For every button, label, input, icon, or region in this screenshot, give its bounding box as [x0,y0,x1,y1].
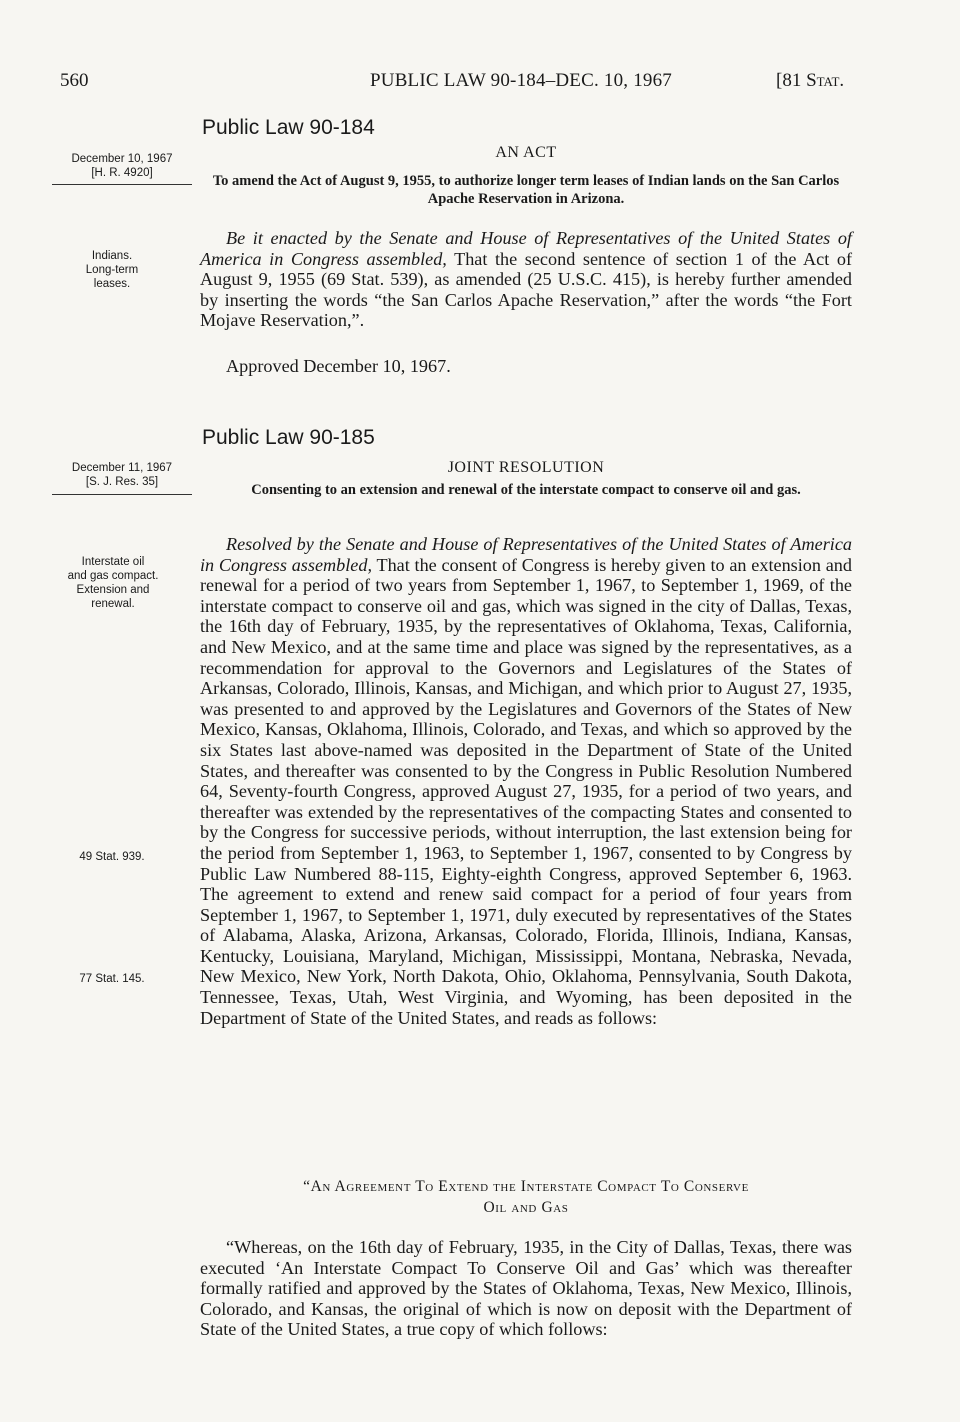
law1-body [200,228,852,331]
margin-note-oil-gas [46,555,180,611]
page-number: 560 [60,70,89,91]
margin-note-line: renewal. [91,598,135,610]
margin-rule-1 [52,184,192,185]
margin-note-line: and gas compact. [67,570,159,582]
enacting-clause: Be it enacted by the Senate and House of Representatives of the United States of America in Congress assembled, [200,228,852,269]
margin-bill-1: [H. R. 4920] [91,167,153,179]
margin-note-line: Interstate oil [81,556,145,568]
approved-date: Approved December 10, 1967. [226,356,451,376]
margin-note-line: leases. [93,278,131,290]
margin-date-1: December 10, 1967 [71,153,173,165]
agreement-heading [200,1176,852,1218]
act-heading: AN ACT [495,144,557,161]
law2-body [200,534,852,1028]
law1-body-text: That the second sentence of section 1 of the Act of August 9, 1955 (69 Stat. 539), as amended (25 U.S.C. 415), is hereby further amended by inserting the words “the San Carlos Apache Reservation,” after the words “the Fort Mojave Reservation,”. [200,248,853,331]
joint-resolution-heading: JOINT RESOLUTION [447,459,605,476]
law-title-90-185: Public Law 90-185 [202,426,375,449]
margin-rule-2 [52,494,192,495]
margin-note-line: Indians. [91,250,133,262]
whereas-paragraph [200,1237,852,1340]
agreement-heading-line1: “An Agreement To Extend the Interstate Compact To Conserve [303,1178,749,1195]
margin-note-line: Extension and [76,584,150,596]
margin-date-2: December 11, 1967 [71,462,173,474]
margin-note-indians [52,249,172,291]
whereas-text: “Whereas, on the 16th day of February, 1935, in the City of Dallas, Texas, there was executed ‘An Interstate Compact To Conserve Oil and Gas’ which was thereafter formally ratified and approved by the States of Oklahoma, Texas, New Mexico, Illinois, Colorado, and Kansas, the original of which is now on deposit with the Department of State of the United States, a true copy of which follows: [200,1237,852,1340]
margin-note-line: Long-term [85,264,139,276]
running-head-stat: [81 Stat. [776,70,845,91]
running-head-title: PUBLIC LAW 90-184–DEC. 10, 1967 [370,70,672,91]
law2-body-text: That the consent of Congress is hereby given to an extension and renewal for a period of two years from September 1, 1967, to September 1, 1969, of the interstate compact to conserve oil and gas, which was signed in the city of Dallas, Texas, the 16th day of February, 1935, by the representatives of Oklahoma, Texas, California, and New Mexico, and at the same time and place was signed by the representatives, as a recommendation for approval to the Governors and Legislatures of the States of Arkansas, Colorado, Illinois, Kansas, and Michigan, and which prior to August 27, 1935, was presented to and approved by the Legislatures and Governors of the States of New Mexico, Kansas, Oklahoma, Illinois, Colorado, and Texas, and which so approved by the six States last above-named was deposited in the Department of State of the United States, and thereafter was consented to by the Congress in Public Resolution Numbered 64, Seventy-fourth Congress, approved August 27, 1935, for a period of two years, and thereafter was extended by the representatives of the compacting States and consented to by the Congress for successive periods, without interruption, the last extension being for the period from September 1, 1963, to September 1, 1967, consented to by Congress by Public Law Numbered 88-115, Eighty-eighth Congress, approved September 6, 1963. The agreement to extend and renew said compact for a period of four years from September 1, 1967, to September 1, 1971, duly executed by representatives of the States of Alabama, Alaska, Arizona, Arkansas, Colorado, Florida, Illinois, Indiana, Kansas, Kentucky, Louisiana, Maryland, Michigan, Mississippi, Montana, Nebraska, Nevada, New Mexico, New York, North Dakota, Ohio, Oklahoma, Pennsylvania, South Dakota, Tennessee, Texas, Utah, West Virginia, and Wyoming, has been deposited in the Department of State of the United States, and reads as follows: [200,554,852,1028]
margin-ref-77-stat: 77 Stat. 145. [79,973,145,985]
law-title-90-184: Public Law 90-184 [202,116,375,139]
agreement-heading-line2: Oil and Gas [483,1199,569,1216]
resolving-clause: Resolved by the Senate and House of Representatives of the United States of America in Congress assembled, [200,534,852,575]
margin-bill-2: [S. J. Res. 35] [85,476,159,488]
law2-summary: Consenting to an extension and renewal of the interstate compact to conserve oil and gas. [251,482,801,498]
margin-ref-49-stat: 49 Stat. 939. [79,851,145,863]
law1-summary: To amend the Act of August 9, 1955, to authorize longer term leases of Indian lands on the San Carlos Apache Reservation in Arizona. [212,173,840,207]
